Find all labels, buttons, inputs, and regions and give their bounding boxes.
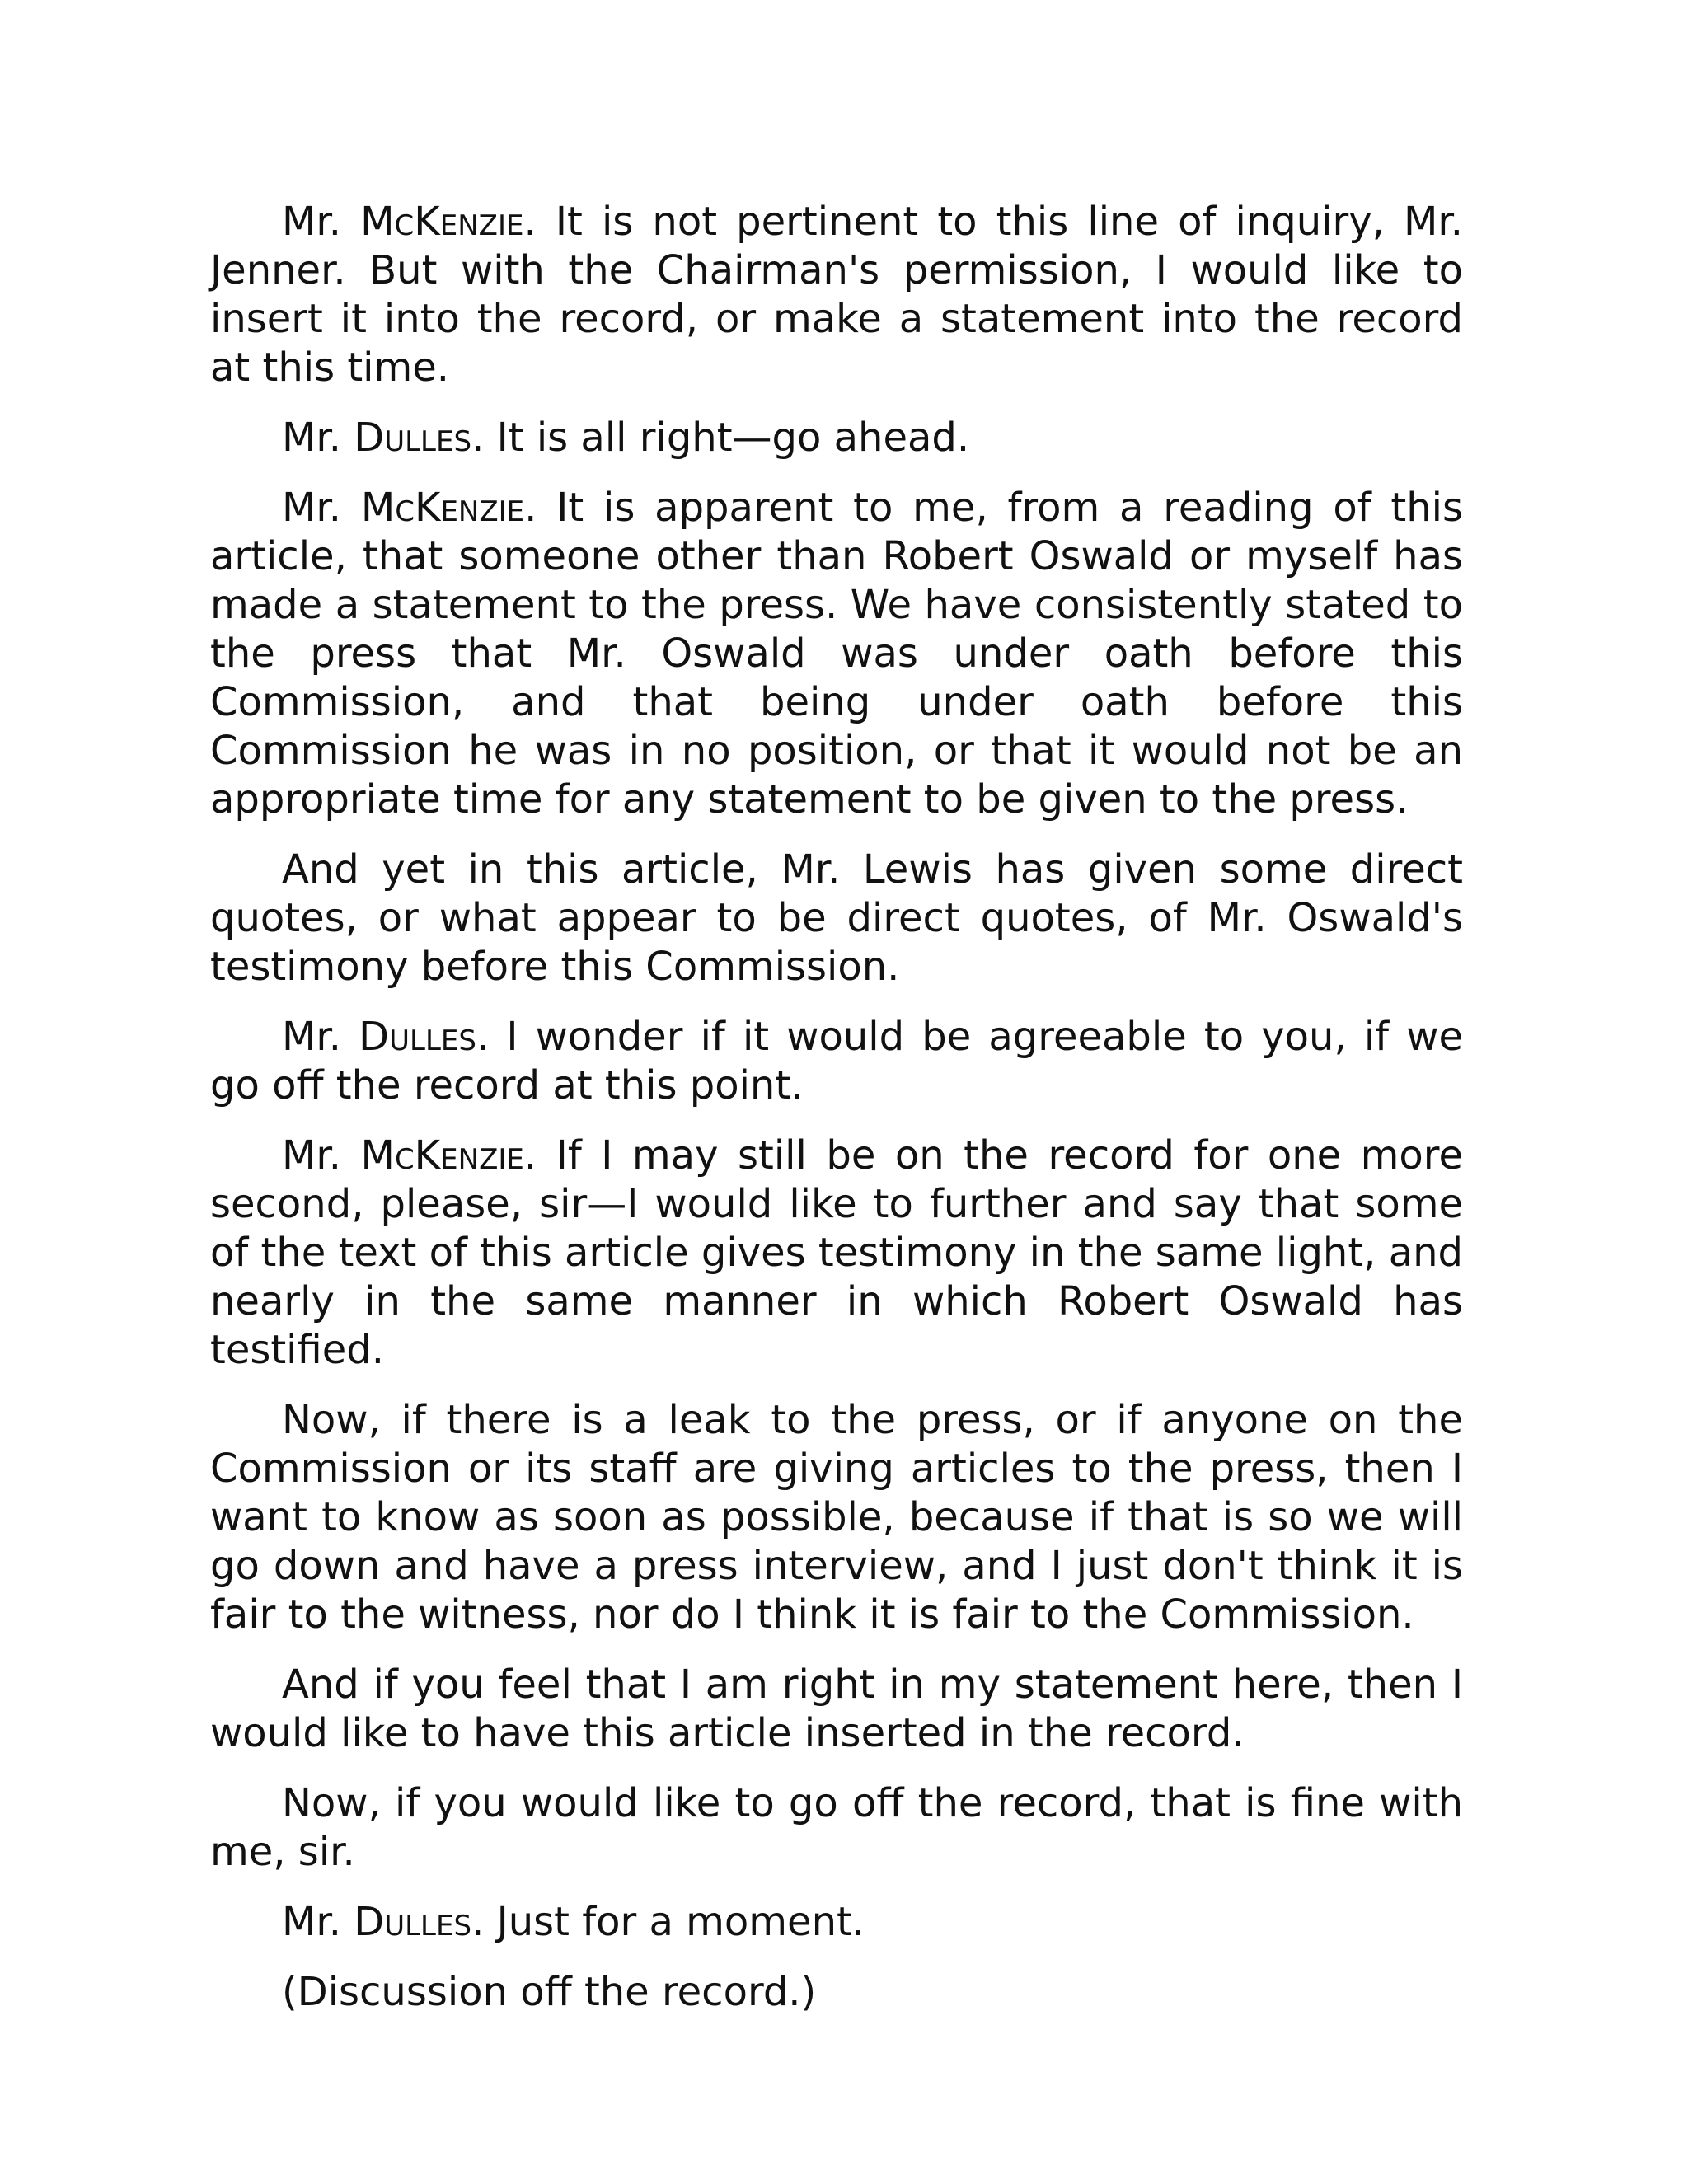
paragraph-text: It is apparent to me, from a reading of this article, that someone other than Robert Oswald or myself has made a statement to the press. We have consistently stated to the press that Mr. Oswald was under oath before this Commission, and that being under oath before this Commission he was in no position, or that it would not be an appropriate time for any statement to be given to the press. <box>210 485 1464 823</box>
speaker-title: Mr. <box>282 1014 341 1060</box>
transcript-paragraph <box>210 1779 1463 1877</box>
transcript-paragraph: Mr. McKenzie. If I may still be on the record for one more second, please, sir—I would like to further and say that some of the text of this article gives testimony in the same light, and nearly in the same manner in which Robert Oswald has testified. <box>210 1132 1464 1373</box>
speaker-title: Mr. <box>282 415 341 461</box>
transcript-paragraph <box>210 1396 1463 1639</box>
transcript-paragraph <box>210 1661 1463 1758</box>
transcript-paragraph: Mr. McKenzie. It is not pertinent to this line of inquiry, Mr. Jenner. But with the Chairman's permission, I would like to insert it into the record, or make a statement into the record at this time. <box>210 199 1464 391</box>
paragraph-text: I wonder if it would be agreeable to you, if we go off the record at this point. <box>210 1014 1464 1108</box>
speaker-name: McKenzie <box>360 1132 524 1179</box>
transcript-paragraph: Mr. Dulles. I wonder if it would be agreeable to you, if we go off the record at this point. <box>210 1014 1464 1108</box>
paragraph-text: Now, if you would like to go off the record, that is fine with me, sir. <box>210 1780 1463 1875</box>
speaker-name: Dulles <box>359 1014 476 1060</box>
speaker-title: Mr. <box>282 1899 341 1945</box>
transcript-paragraph: Mr. Dulles. Just for a moment. <box>282 1899 865 1945</box>
paragraph-text: It is not pertinent to this line of inquiry, Mr. Jenner. But with the Chairman's permission, I would like to insert it into the record, or make a statement into the record at this time. <box>210 199 1464 391</box>
speaker-name: McKenzie <box>360 485 525 531</box>
transcript-paragraph <box>210 846 1463 991</box>
speaker-title: Mr. <box>282 485 341 531</box>
transcript-paragraph: Mr. Dulles. It is all right—go ahead. <box>282 415 970 461</box>
transcript-paragraph: Mr. McKenzie. It is apparent to me, from a reading of this article, that someone other than Robert Oswald or myself has made a statement to the press. We have consistently stated to the press that Mr. Oswald was under oath before this Commission, and that being under oath before this Commission he was in no position, or that it would not be an appropriate time for any statement to be given to the press. <box>210 485 1464 823</box>
speaker-name: Dulles <box>354 415 472 461</box>
paragraph-text: And yet in this article, Mr. Lewis has given some direct quotes, or what appear to be direct quotes, of Mr. Oswald's testimony before this Commission. <box>210 846 1463 990</box>
paragraph-text: It is all right—go ahead. <box>496 415 970 461</box>
paragraph-text: Now, if there is a leak to the press, or if anyone on the Commission or its staff are giving articles to the press, then I want to know as soon as possible, because if that is so we will go down and have a press interview, and I just don't think it is fair to the witness, nor do I think it is fair to the Commission. <box>210 1397 1463 1638</box>
transcript-paragraph <box>210 1968 1463 2017</box>
paragraph-text: If I may still be on the record for one more second, please, sir—I would like to further and say that some of the text of this article gives testimony in the same light, and nearly in the same manner in which Robert Oswald has testified. <box>210 1132 1464 1373</box>
transcript-body <box>210 198 1463 2038</box>
paragraph-text: And if you feel that I am right in my statement here, then I would like to have this article inserted in the record. <box>210 1661 1463 1756</box>
speaker-name: Dulles <box>354 1899 472 1945</box>
speaker-title: Mr. <box>282 1132 341 1179</box>
paragraph-text: Just for a moment. <box>496 1899 865 1945</box>
speaker-name: McKenzie <box>360 199 524 245</box>
speaker-title: Mr. <box>282 199 341 245</box>
paragraph-text: (Discussion off the record.) <box>282 1969 817 2015</box>
